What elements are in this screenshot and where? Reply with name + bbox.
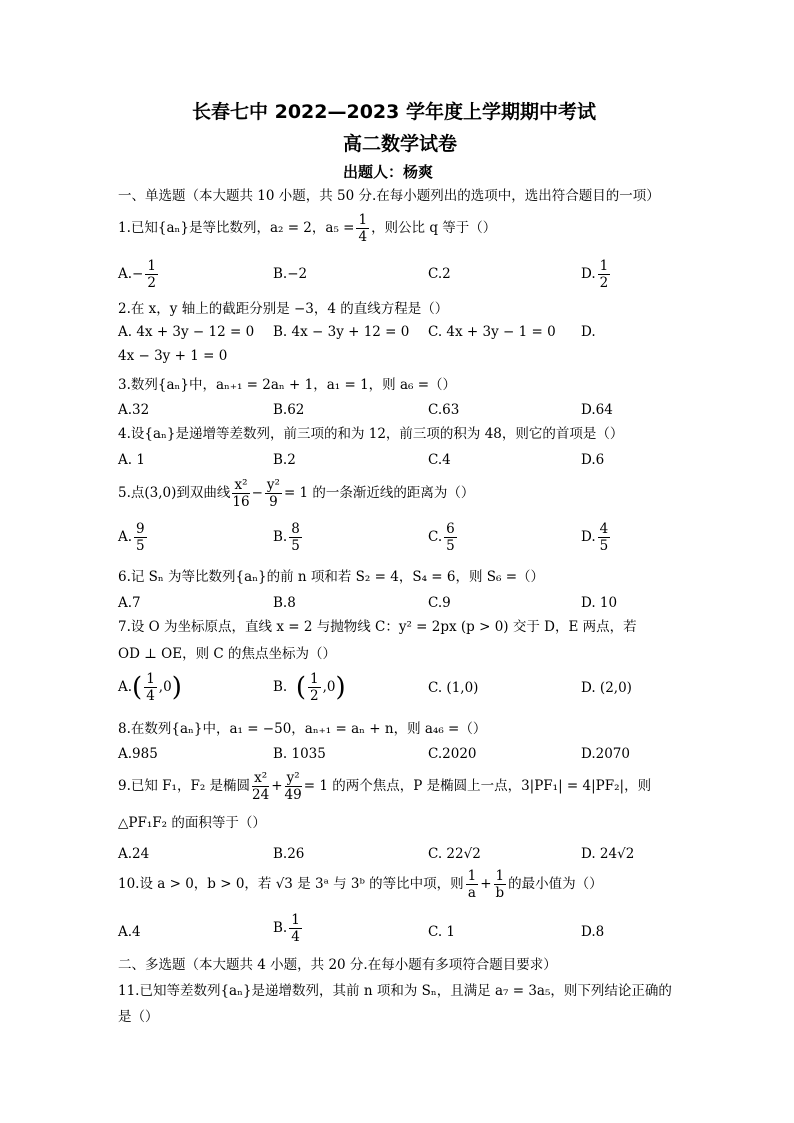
section-multiple-choice: 二、多选题（本大题共 4 小题，共 20 分.在每小题有多项符合题目要求） [118, 957, 557, 973]
question-1-option-a: A.− $\frac{1}{2}$ [118, 258, 156, 291]
question-8-option-d: D.2070 [581, 746, 630, 762]
question-9-stem: 9.已知 F₁，F₂ 是椭圆 $\frac{\text{x²}}{24}$ + $\frac{\text{y²}}{49}$ = 1 的两个焦点，P 是椭圆上一点，3|PF₁| = 4|PF₂|，则 [118, 770, 652, 803]
question-8-option-a: A.985 [118, 746, 158, 762]
question-8-stem: 8.在数列{aₙ}中，a₁ = −50，aₙ₊₁ = aₙ + n，则 a₄₆ =（） [118, 721, 487, 737]
exam-title: 长春七中 2022—2023 学年度上学期期中考试 [192, 101, 596, 123]
question-5-option-b: B. $\frac{8}{5}$ [273, 521, 300, 554]
question-7-stem: 7.设 O 为坐标原点，直线 x = 2 与抛物线 C：y² = 2px (p > 0) 交于 D，E 两点，若 [118, 619, 637, 635]
question-1-option-c: C.2 [428, 266, 451, 282]
question-2-option-a: A. 4x + 3y − 12 = 0 [118, 324, 255, 340]
question-4-option-a: A. 1 [118, 452, 145, 468]
question-1-stem: 1.已知{aₙ}是等比数列，a₂ = 2，a₅ = $\frac{1}{4}$ ，则公比 q 等于（） [118, 212, 497, 245]
question-5-stem: 5.点(3,0)到双曲线 $\frac{\text{x²}}{16}$ − $\frac{\text{y²}}{9}$ = 1 的一条渐近线的距离为（） [118, 477, 475, 510]
question-4-option-c: C.4 [428, 452, 451, 468]
question-6-option-a: A.7 [118, 595, 141, 611]
question-2-option-d-cont: 4x − 3y + 1 = 0 [118, 348, 228, 364]
question-6-stem: 6.记 Sₙ 为等比数列{aₙ}的前 n 项和若 S₂ = 4，S₄ = 6，则 S₆ =（） [118, 569, 545, 585]
question-3-option-a: A.32 [118, 402, 150, 418]
question-6-option-d: D. 10 [581, 595, 618, 611]
question-7-option-b: B. ( $\frac{1}{2}$ ,0) [273, 671, 346, 704]
question-10-option-a: A.4 [118, 924, 141, 940]
question-6-option-c: C.9 [428, 595, 451, 611]
question-5-option-d: D. $\frac{4}{5}$ [581, 521, 609, 554]
question-4-stem: 4.设{aₙ}是递增等差数列，前三项的和为 12，前三项的积为 48，则它的首项是（） [118, 426, 624, 442]
question-2-option-c: C. 4x + 3y − 1 = 0 [428, 324, 556, 340]
question-9-option-c: C. 22√2 [428, 846, 481, 862]
question-1-option-d: D. $\frac{1}{2}$ [581, 258, 609, 291]
question-11-stem-cont: 是（） [118, 1009, 159, 1025]
question-1-option-b: B.−2 [273, 266, 308, 282]
question-10-option-d: D.8 [581, 924, 605, 940]
question-7-option-a: A.( $\frac{1}{4}$ ,0) [118, 671, 182, 704]
question-6-option-b: B.8 [273, 595, 296, 611]
question-10-stem: 10.设 a > 0，b > 0，若 √3 是 3ᵃ 与 3ᵇ 的等比中项，则 $\frac{1}{a}$ + $\frac{1}{b}$ 的最小值为（） [118, 868, 603, 901]
exam-subtitle: 高二数学试卷 [343, 133, 458, 155]
question-9-option-b: B.26 [273, 846, 305, 862]
question-2-option-d: D. [581, 324, 596, 340]
question-7-option-c: C. (1,0) [428, 680, 479, 696]
question-5-option-a: A. $\frac{9}{5}$ [118, 521, 145, 554]
question-7-stem-cont: OD ⊥ OE，则 C 的焦点坐标为（） [118, 646, 337, 662]
question-4-option-b: B.2 [273, 452, 296, 468]
question-7-option-d: D. (2,0) [581, 680, 632, 696]
question-11-stem: 11.已知等差数列{aₙ}是递增数列，其前 n 项和为 Sₙ，且满足 a₇ = 3a₅，则下列结论正确的 [118, 983, 672, 999]
question-2-option-b: B. 4x − 3y + 12 = 0 [273, 324, 410, 340]
question-8-option-b: B. 1035 [273, 746, 326, 762]
question-3-option-b: B.62 [273, 402, 305, 418]
question-5-option-c: C. $\frac{6}{5}$ [428, 521, 455, 554]
question-9-stem-cont: △PF₁F₂ 的面积等于（） [118, 815, 266, 831]
question-9-option-d: D. 24√2 [581, 846, 635, 862]
question-3-stem: 3.数列{aₙ}中，aₙ₊₁ = 2aₙ + 1，a₁ = 1，则 a₆ =（） [118, 377, 457, 393]
exam-author: 出题人：杨爽 [343, 163, 434, 181]
section-single-choice: 一、单选题（本大题共 10 小题，共 50 分.在每小题列出的选项中，选出符合题目的一项） [118, 188, 660, 204]
question-3-option-d: D.64 [581, 402, 613, 418]
question-3-option-c: C.63 [428, 402, 460, 418]
question-8-option-c: C.2020 [428, 746, 477, 762]
question-2-stem: 2.在 x，y 轴上的截距分别是 −3，4 的直线方程是（） [118, 301, 449, 317]
question-4-option-d: D.6 [581, 452, 605, 468]
question-9-option-a: A.24 [118, 846, 150, 862]
question-10-option-b: B. $\frac{1}{4}$ [273, 912, 300, 945]
question-10-option-c: C. 1 [428, 924, 456, 940]
